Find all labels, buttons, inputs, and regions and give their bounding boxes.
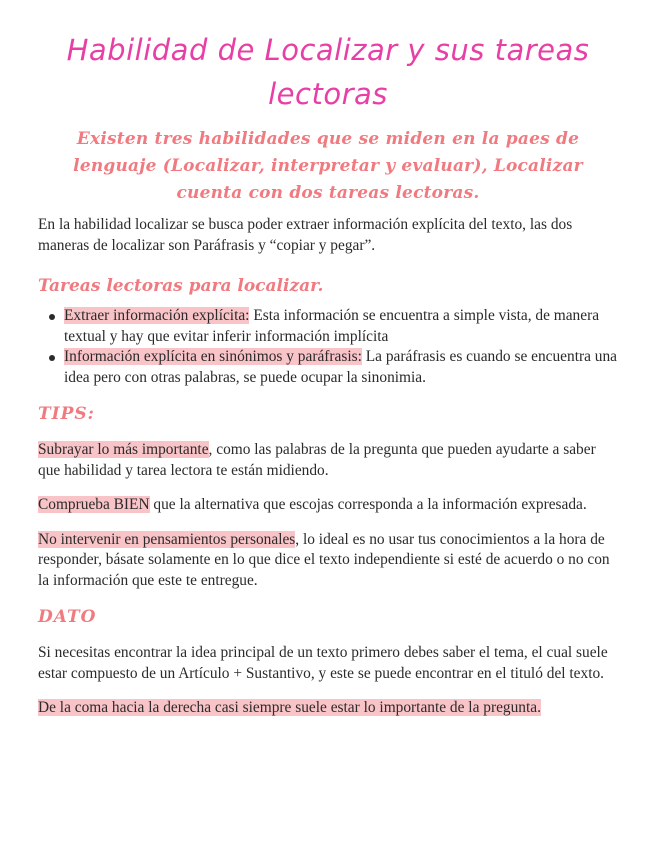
tip-text: , como las palabras de la pregunta que pueden ayudarte a saber que habilidad y tarea lectora te están midiendo. [38, 441, 596, 479]
highlighted-term: Subrayar lo más importante [38, 441, 209, 458]
tip-text: que la alternativa que escojas corresponda a la información expresada. [149, 496, 587, 513]
highlighted-term: Comprueba BIEN [38, 496, 150, 513]
dato-highlight-paragraph [38, 698, 618, 719]
bullet-dot [49, 355, 55, 361]
list-item-text: Esta información se encuentra a simple vista, de manera textual y hay que evitar inferir información implícita [64, 307, 600, 345]
bullet-dot [49, 314, 55, 320]
document-page [38, 28, 618, 719]
dato-paragraph: Si necesitas encontrar la idea principal de un texto primero debes saber el tema, el cual suele estar compuesto de un Artículo + Sustantivo, y este se puede encontrar en el tituló del texto. [38, 644, 608, 682]
document-title: Habilidad de Localizar y sus tareas lectoras [66, 33, 590, 111]
tip-paragraph [38, 440, 618, 481]
tip-paragraph [38, 495, 618, 516]
highlighted-term: No intervenir en pensamientos personales [38, 530, 296, 548]
highlighted-term: Información explícita en sinónimos y paráfrasis: [64, 348, 362, 365]
list-item [64, 347, 618, 388]
tip-text: , lo ideal es no usar tus conocimientos a la hora de responder, básate solamente en lo que dice el texto independiente si esté de acuerdo o no con la información que este te entregue. [38, 530, 610, 589]
tip-paragraph [38, 530, 618, 592]
dato-heading: DATO [38, 607, 97, 627]
highlighted-term: Extraer información explícita: [64, 307, 250, 324]
tareas-list [38, 306, 618, 388]
highlighted-sentence: De la coma hacia la derecha casi siempre suele estar lo importante de la pregunta. [38, 699, 541, 716]
list-item [64, 306, 618, 347]
list-item-text: La paráfrasis es cuando se encuentra una idea pero con otras palabras, se puede ocupar la sinonimia. [64, 348, 618, 386]
document-subtitle: Existen tres habilidades que se miden en la paes de lenguaje (Localizar, interpretar y evaluar), Localizar cuenta con dos tareas lectoras. [73, 129, 583, 203]
tareas-heading: Tareas lectoras para localizar. [38, 276, 324, 296]
intro-paragraph: En la habilidad localizar se busca poder extraer información explícita del texto, las dos maneras de localizar son Paráfrasis y “copiar y pegar”. [38, 216, 573, 254]
tips-heading: TIPS: [38, 404, 95, 424]
